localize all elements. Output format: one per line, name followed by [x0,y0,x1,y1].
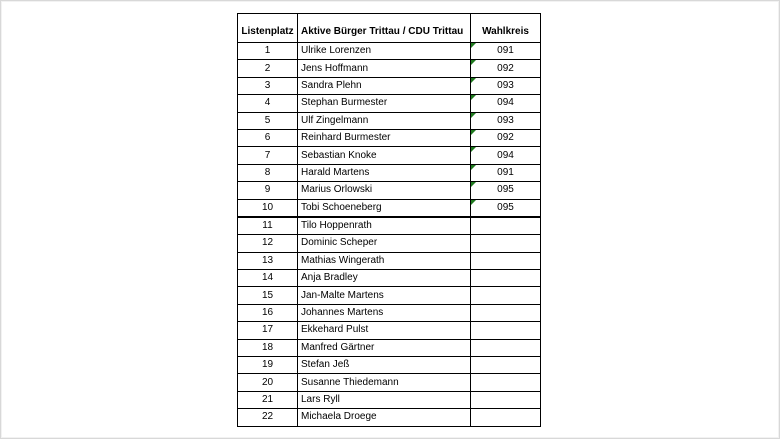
listenplatz-cell: 8 [238,164,298,181]
table-row [238,95,541,112]
candidate-name-cell: Sebastian Knoke [298,147,471,164]
candidate-name-cell: Harald Martens [298,164,471,181]
wahlkreis-cell: 094 [471,95,541,112]
candidate-name-cell: Tilo Hoppenrath [298,217,471,235]
candidate-name-cell: Anja Bradley [298,270,471,287]
header-listenplatz: Listenplatz [238,14,298,43]
table-row [238,147,541,164]
wahlkreis-cell [471,235,541,252]
table-row [238,164,541,181]
table-row [238,199,541,217]
listenplatz-cell: 21 [238,391,298,408]
cell-marker-icon [471,95,476,100]
candidate-name-cell: Dominic Scheper [298,235,471,252]
candidate-name-cell: Lars Ryll [298,391,471,408]
candidate-name-cell: Manfred Gärtner [298,339,471,356]
wahlkreis-cell: 092 [471,60,541,77]
header-row [238,14,541,43]
listenplatz-cell: 4 [238,95,298,112]
candidate-name-cell: Susanne Thiedemann [298,374,471,391]
candidate-name-cell: Sandra Plehn [298,77,471,94]
candidate-name-cell: Stephan Burmester [298,95,471,112]
wahlkreis-cell: 091 [471,43,541,60]
wahlkreis-cell [471,322,541,339]
table-row [238,374,541,391]
wahlkreis-cell [471,374,541,391]
listenplatz-cell: 15 [238,287,298,304]
wahlkreis-cell: 095 [471,182,541,199]
wahlkreis-cell [471,304,541,321]
table-row [238,217,541,235]
wahlkreis-cell [471,217,541,235]
table-row [238,357,541,374]
table-row [238,182,541,199]
candidate-name-cell: Jan-Malte Martens [298,287,471,304]
wahlkreis-cell [471,270,541,287]
candidate-name-cell: Ulf Zingelmann [298,112,471,129]
listenplatz-cell: 10 [238,199,298,217]
table-row [238,339,541,356]
candidate-name-cell: Stefan Jeß [298,357,471,374]
wahlkreis-cell: 091 [471,164,541,181]
table-row [238,287,541,304]
candidate-name-cell: Reinhard Burmester [298,129,471,146]
wahlkreis-cell [471,287,541,304]
cell-marker-icon [471,60,476,65]
table-row [238,304,541,321]
table-row [238,270,541,287]
wahlkreis-cell [471,339,541,356]
listenplatz-cell: 18 [238,339,298,356]
candidate-name-cell: Jens Hoffmann [298,60,471,77]
wahlkreis-cell: 093 [471,112,541,129]
cell-marker-icon [471,165,476,170]
table-row [238,77,541,94]
listenplatz-cell: 9 [238,182,298,199]
table-row [238,391,541,408]
cell-marker-icon [471,43,476,48]
wahlkreis-cell: 093 [471,77,541,94]
wahlkreis-cell: 094 [471,147,541,164]
listenplatz-cell: 13 [238,252,298,269]
table-row [238,252,541,269]
listenplatz-cell: 2 [238,60,298,77]
table-row [238,129,541,146]
listenplatz-cell: 12 [238,235,298,252]
listenplatz-cell: 14 [238,270,298,287]
cell-marker-icon [471,113,476,118]
table-row [238,43,541,60]
header-party-list: Aktive Bürger Trittau / CDU Trittau [298,14,471,43]
wahlkreis-cell [471,391,541,408]
table-row [238,235,541,252]
listenplatz-cell: 20 [238,374,298,391]
candidate-list-table [237,13,541,427]
cell-marker-icon [471,182,476,187]
cell-marker-icon [471,78,476,83]
wahlkreis-cell: 095 [471,199,541,217]
listenplatz-cell: 6 [238,129,298,146]
listenplatz-cell: 22 [238,409,298,426]
candidate-name-cell: Ekkehard Pulst [298,322,471,339]
wahlkreis-cell: 092 [471,129,541,146]
table-row [238,409,541,426]
listenplatz-cell: 3 [238,77,298,94]
cell-marker-icon [471,200,476,205]
listenplatz-cell: 16 [238,304,298,321]
candidate-name-cell: Johannes Martens [298,304,471,321]
candidate-name-cell: Ulrike Lorenzen [298,43,471,60]
listenplatz-cell: 7 [238,147,298,164]
listenplatz-cell: 17 [238,322,298,339]
table-body [238,43,541,427]
cell-marker-icon [471,147,476,152]
candidate-name-cell: Michaela Droege [298,409,471,426]
wahlkreis-cell [471,357,541,374]
table-row [238,322,541,339]
table-row [238,112,541,129]
candidate-name-cell: Tobi Schoeneberg [298,199,471,217]
listenplatz-cell: 1 [238,43,298,60]
wahlkreis-cell [471,252,541,269]
cell-marker-icon [471,130,476,135]
table-row [238,60,541,77]
listenplatz-cell: 5 [238,112,298,129]
header-wahlkreis: Wahlkreis [471,14,541,43]
listenplatz-cell: 11 [238,217,298,235]
candidate-name-cell: Mathias Wingerath [298,252,471,269]
candidate-name-cell: Marius Orlowski [298,182,471,199]
wahlkreis-cell [471,409,541,426]
listenplatz-cell: 19 [238,357,298,374]
